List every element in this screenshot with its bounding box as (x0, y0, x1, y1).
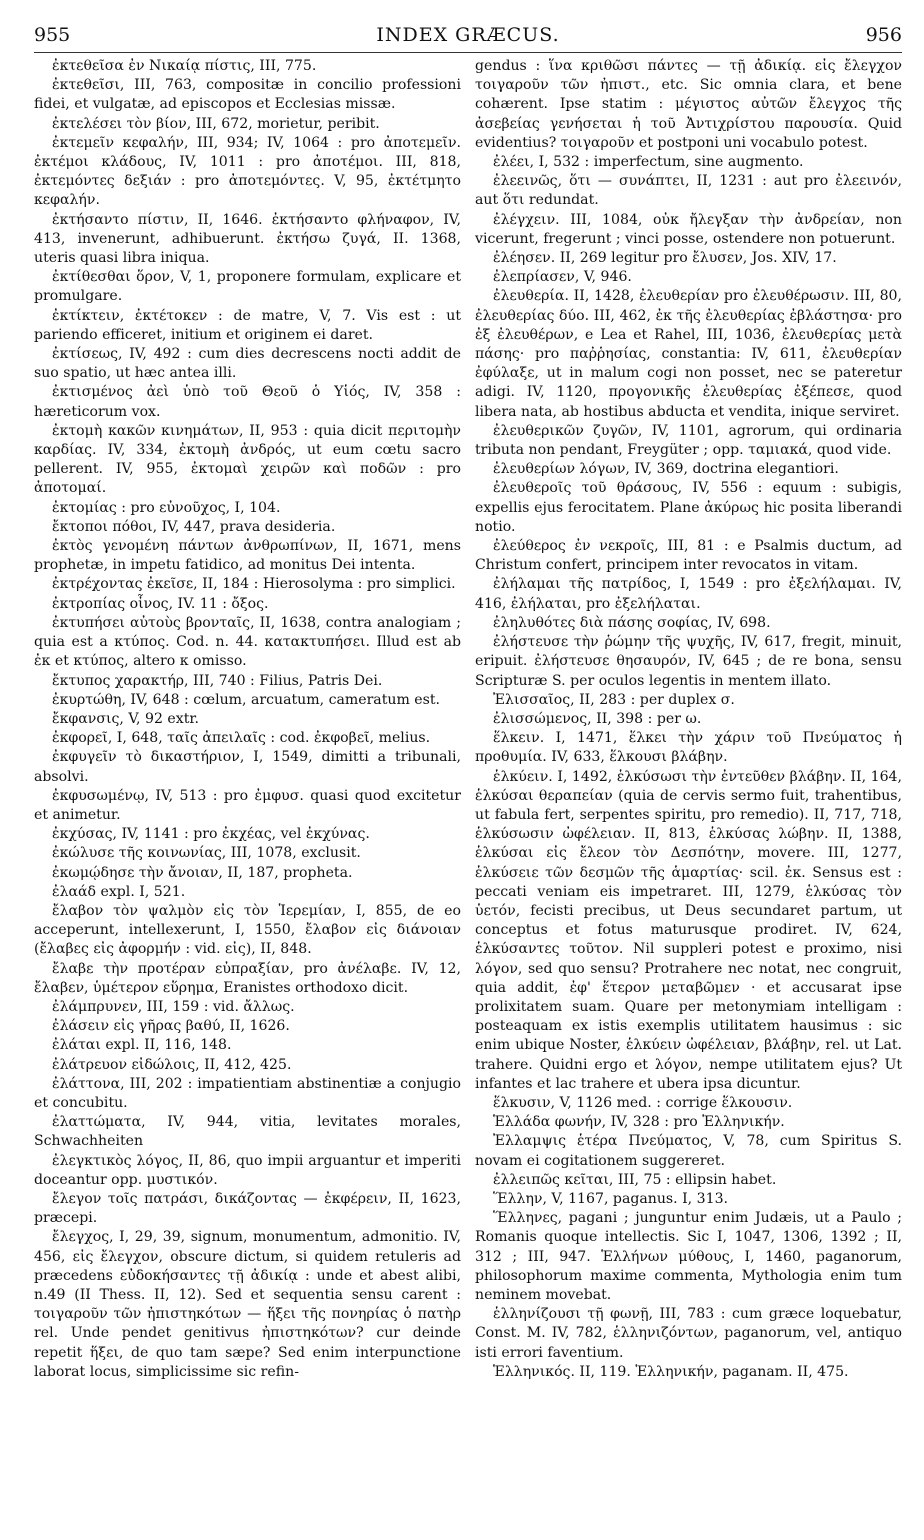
index-entry: ἐλευθερίων λόγων, IV, 369, doctrina elegantiori. (493, 461, 839, 478)
index-entry: ἐκχύσας, IV, 1141 : pro ἐκχέας, vel ἐκχύνας. (52, 826, 370, 843)
index-entry: ἔκτυπος χαρακτήρ, III, 740 : Filius, Patris Dei. (52, 672, 383, 689)
index-entry: ἐλάσειν εἰς γῆρας βαθύ, II, 1626. (52, 1018, 290, 1035)
index-entry: ἐλήλαμαι τῆς πατρίδος, I, 1549 : pro ἐξελήλαμαι. IV, 416, ἐλήλαται, pro ἐξελήλαται. (475, 576, 902, 612)
index-entry: ἐλαττώματα, IV, 944, vitia, levitates morales, Schwachheiten (34, 1114, 461, 1150)
index-entry: ἐκώλυσε τῆς κοινωνίας, III, 1078, exclusit. (52, 845, 361, 862)
index-entry: Ἑλλάδα φωνήν, IV, 328 : pro Ἑλληνικήν. (493, 1114, 785, 1131)
index-entry: ἐλευθερικῶν ζυγῶν, IV, 1101, agrorum, qui ordinaria tributa non pendant, Freygüter ; opp. ταμιακά, quod vide. (475, 422, 902, 459)
index-entry: ἐκτίθεσθαι ὅρον, V, 1, proponere formulam, explicare et promulgare. (34, 269, 461, 305)
index-entry: ἐλισσώμενος, II, 398 : per ω. (493, 710, 702, 727)
right-column (475, 57, 902, 1537)
index-entry: ἐλεγκτικὸς λόγος, II, 86, quo impii arguantur et imperiti doceantur opp. μυστικόν. (34, 1152, 461, 1188)
index-entry: ἐλήστευσε τὴν ῥώμην τῆς ψυχῆς, IV, 617, fregit, minuit, eripuit. ἐλήστευσε θησαυρόν, IV, 645 ; de re bona, sensu Scripturæ S. per oculos legentis in mentem illato. (475, 634, 902, 689)
index-entry: ἐλευθεροῖς τοῦ θράσους, IV, 556 : equum : subigis, expellis ejus ferocitatem. Plane ἀκύρως hic posita liberandi notio. (475, 480, 902, 535)
index-entry: ἐκτυπήσει αὐτοὺς βρονταῖς, II, 1638, contra analogiam ; quia est a κτύπος. Cod. n. 44. κατακτυπήσει. Illud est ab ἐκ et κτύπος, altero κ omisso. (34, 614, 461, 670)
index-entry: ἐκτροπίας οἶνος, IV. 11 : ὄξος. (52, 595, 269, 612)
index-entry: ἔλεγχος, I, 29, 39, signum, monumentum, admonitio. IV, 456, εἰς ἔλεγχον, obscure dictum, si quidem retuleris ad præcedens εὐδοκήσαντες τῇ ἀδικίᾳ : unde et abest alibi, n.49 (II Thess. II, 12). Sed et sequentia sensu carent : τοιγαροῦν τῶν ἠπιστηκότων — ἥξει τῆς πονηρίας ὁ πατὴρ rel. Unde pendet genitivus ἠπιστηκότων? cur deinde repetit ἥξει, de quo tam sæpe? Sed enim interpunctione laborat locus, simplicissime sic refin- (34, 1229, 461, 1380)
index-entry: ἔκφανσις, V, 92 extr. (52, 710, 200, 727)
index-entry: ἐλεεινῶς, ὅτι — συνάπτει, II, 1231 : aut pro ἐλεεινόν, aut ὅτι redundat. (475, 173, 902, 209)
index-entry: ἐκτεθεῖσα ἐν Νικαίᾳ πίστις, III, 775. (52, 58, 317, 74)
index-entry: ἐλέγχειν. III, 1084, οὐκ ἤλεγξαν τὴν ἀνδρείαν, non vicerunt, fregerunt ; vinci posse, ostendere non potuerunt. (475, 211, 902, 247)
index-entry: ἐλεύθερος ἐν νεκροῖς, III, 81 : e Psalmis ductum, ad Christum confert, principem inter revocatos in vitam. (475, 538, 902, 574)
index-entry: ἐλάμπρυνεν, III, 159 : vid. ἄλλως. (52, 998, 295, 1015)
index-entry: ἐκτὸς γενομένη πάντων ἀνθρωπίνων, II, 1671, mens prophetæ, in impetu fatidico, ad monitus Dei intenta. (34, 538, 461, 574)
index-entry: ἐληλυθότες διὰ πάσης σοφίας, IV, 698. (493, 614, 771, 631)
index-entry: ἔλεγον τοῖς πατράσι, δικάζοντας — ἐκφέρειν, II, 1623, præcepi. (34, 1190, 461, 1227)
index-entry: ἐκτομίας : pro εὐνοῦχος, I, 104. (52, 499, 281, 516)
index-entry: ἐλλειπῶς κεῖται, III, 75 : ellipsin habet. (493, 1171, 777, 1188)
index-entry: ἐλέει, I, 532 : imperfectum, sine augmento. (493, 154, 804, 171)
index-entry: ἐλάτρευον εἰδώλοις, II, 412, 425. (52, 1056, 292, 1073)
index-entry: ἐκυρτώθη, IV, 648 : cœlum, arcuatum, cameratum est. (52, 691, 441, 708)
index-entry: ἕλκυσιν, V, 1126 med. : corrige ἕλκουσιν. (493, 1094, 793, 1111)
index-entry: ἐλάται expl. II, 116, 148. (52, 1037, 232, 1054)
columns (34, 57, 902, 1537)
index-entry: ἐκφυγεῖν τὸ δικαστήριον, I, 1549, dimitti a tribunali, absolvi. (34, 749, 461, 785)
index-entry: Ἐλισσαῖος, II, 283 : per duplex σ. (493, 691, 735, 708)
index-entry: Ἕλλην, V, 1167, paganus. I, 313. (493, 1190, 729, 1207)
index-entry: ἐλευθερία. II, 1428, ἐλευθερίαν pro ἐλευθέρωσιν. III, 80, ἐλευθερίας δύο. III, 462, ἐκ τῆς ἐλευθερίας ἐβλάστησα· pro ἐξ ἐλευθέρων, e Lea et Rahel, III, 1036, ἐλευθερίας μετὰ πάσης· pro παῤῥησίας, constantia: IV, 611, ἐλευθερίαν ἐφύλαξε, ut in malum cogi non posset, nec se pateretur adigi. IV, 1120, προγονικῆς ἐλευθερίας ἐξέπεσε, quod libera nata, ab hostibus abducta et vendita, inique serviret. (475, 288, 902, 420)
page-header (34, 24, 902, 53)
running-title: INDEX GRÆCUS. (376, 24, 560, 46)
index-entry: ἔλαβον τὸν ψαλμὸν εἰς τὸν Ἱερεμίαν, I, 855, de eo acceperunt, intellexerunt, I, 1550, ἔλαβον εἰς διάνοιαν (ἔλαβες εἰς ἀφορμήν : vid. εἰς), II, 848. (34, 902, 461, 958)
index-entry: ἐκτεθεῖσι, III, 763, compositæ in concilio professioni fidei, et vulgatæ, ad episcopos et Ecclesias missæ. (34, 77, 461, 113)
index-entry: ἐκτίσεως, IV, 492 : cum dies decrescens nocti addit de suo spatio, ut hæc antea illi. (34, 346, 461, 382)
index-entry: ἐλαάδ expl. I, 521. (52, 883, 186, 900)
index-entry: ἐλεπρίασεν, V, 946. (493, 269, 632, 286)
left-column (34, 57, 461, 1537)
index-entry: ἐλάττονα, III, 202 : impatientiam abstinentiæ a conjugio et concubitu. (34, 1075, 461, 1111)
index-entry: Ἑλληνικός. II, 119. Ἑλληνικήν, paganam. II, 475. (493, 1363, 849, 1380)
index-entry: ἐκτρέχοντας ἐκεῖσε, II, 184 : Hierosolyma : pro simplici. (52, 576, 456, 593)
index-entry: gendus : ἵνα κριθῶσι πάντες — τῇ ἀδικίᾳ. εἰς ἔλεγχον τοιγαροῦν τῶν ἠπιστ., etc. Sic omnia clara, et bene cohærent. Ipse statim : μέγιστος αὐτῶν ἔλεγχος τῆς ἀσεβείας γενήσεται ἡ τοῦ Ἀντιχρίστου παρουσία. Quid evidentius? τοιγαροῦν et postponi uni vocabulo potest. (475, 58, 902, 151)
index-entry: ἐκφυσωμένῳ, IV, 513 : pro ἐμφυσ. quasi quod excitetur et animetur. (34, 787, 461, 823)
index-entry: ἑλληνίζουσι τῇ φωνῇ, III, 783 : cum græce loquebatur, Const. M. IV, 782, ἑλληνιζόντων, paganorum, vel, antiquo isti errori faventium. (475, 1306, 902, 1361)
index-entry: ἐκτήσαντο πίστιν, II, 1646. ἐκτήσαντο φλήναφον, IV, 413, invenerunt, adhibuerunt. ἐκτήσω ζυγά, II. 1368, uteris quasi libra iniqua. (34, 211, 461, 267)
index-entry: ἐκτομὴ κακῶν κινημάτων, II, 953 : quia dicit περιτομὴν καρδίας. IV, 334, ἐκτομὴ ἀνδρός, ut eum cœtu sacro pellerent. IV, 955, ἐκτομαὶ χειρῶν καὶ ποδῶν : pro ἀποτομαί. (34, 422, 461, 497)
index-entry: Ἐλλαμψις ἑτέρα Πνεύματος, V, 78, cum Spiritus S. novam ei cogitationem suggereret. (475, 1133, 902, 1169)
index-entry: ἐκφορεῖ, I, 648, ταῖς ἀπειλαῖς : cod. ἐκφοβεῖ, melius. (52, 730, 431, 747)
index-entry: ἐκωμῴδησε τὴν ἄνοιαν, II, 187, prophetа. (52, 864, 353, 881)
index-entry: ἐκτεμεῖν κεφαλήν, III, 934; IV, 1064 : pro ἀποτεμεῖν. ἐκτέμοι κλάδους, IV, 1011 : pro ἀποτέμοι. III, 818, ἐκτεμόντες δεξιάν : pro ἀποτεμόντες. V, 95, ἐκτέτμητο κεφαλήν. (34, 134, 461, 209)
index-entry: ἐλέησεν. II, 269 legitur pro ἔλυσεν, Jos. XIV, 17. (493, 250, 837, 267)
page-number-right: 956 (865, 24, 902, 46)
index-entry: ἔλαβε τὴν προτέραν εὐπραξίαν, pro ἀνέλαβε. IV, 12, ἔλαβεν, ὑμέτερον εὕρημα, Eranistes orthodoxo dicit. (34, 960, 461, 996)
index-entry: ἐκτίκτειν, ἐκτέτοκεν : de matre, V, 7. Vis est : ut pariendo efficeret, initium et originem ei daret. (34, 307, 461, 343)
index-entry: ἔκτοποι πόθοι, IV, 447, prava desideria. (52, 518, 336, 535)
index-entry: ἐκτελέσει τὸν βίον, III, 672, morietur, peribit. (52, 115, 380, 132)
index-entry: ἑλκύειν. I, 1492, ἑλκύσωσι τὴν ἐντεῦθεν βλάβην. II, 164, ἑλκύσαι θεραπείαν (quia de cervis sermo fuit, trahentibus, ut fabula fert, serpentes spiritu, pro remedio). II, 717, 718, ἑλκύσωσιν ὠφέλειαν. II, 813, ἑλκύσας λώβην. II, 1388, ἑλκύσαι εἰς ἔλεον τὸν Δεσπότην, movere. III, 1277, ἑλκύσειε τῶν δεσμῶν τῆς ἁμαρτίας· scil. ἐκ. Sensus est : peccati veniam eis impetraret. III, 1279, ἑλκύσας τὸν ὑετόν, fecisti precibus, ut Deus secundaret partum, ut conceptus et fotus maturusque prodiret. IV, 624, ἑλκύσαντες τοῦτον. Nil suppleri potest e proximo, nisi λόγον, sed quo sensu? Protrahere nec notat, nec congruit, quia addit, ἐφ' ἕτερον μεταβῶμεν · et accusarat ipse prolixitatem suam. Quare per metonymiam intelligam : posteaquam ex istis exemplis utilitatem hausimus : sic enim ubique Noster, ἑλκύειν ὠφέλειαν, βλάβην, rel. ut Lat. trahere. Quidni ergo et λόγον, nempe utilitatem ejus? Ut infantes et lac trahere et ubera ipsa dicuntur. (475, 768, 902, 1092)
index-entry: Ἕλληνες, pagani ; junguntur enim Judæis, ut a Paulo ; Romanis quoque intellectis. Sic I, 1047, 1306, 1392 ; II, 312 ; III, 947. Ἑλλήνων μύθους, I, 1460, paganorum, philosophorum maxime commenta, Mythologia enim tum neminem movebat. (475, 1210, 902, 1303)
index-entry: ἐκτισμένος ἀεὶ ὑπὸ τοῦ Θεοῦ ὁ Υἱός, IV, 358 : hæreticorum vox. (34, 384, 461, 420)
index-entry: ἕλκειν. I, 1471, ἕλκει τὴν χάριν τοῦ Πνεύματος ἡ προθυμία. IV, 633, ἕλκουσι βλάβην. (475, 730, 902, 766)
page-number-left: 955 (34, 24, 71, 46)
